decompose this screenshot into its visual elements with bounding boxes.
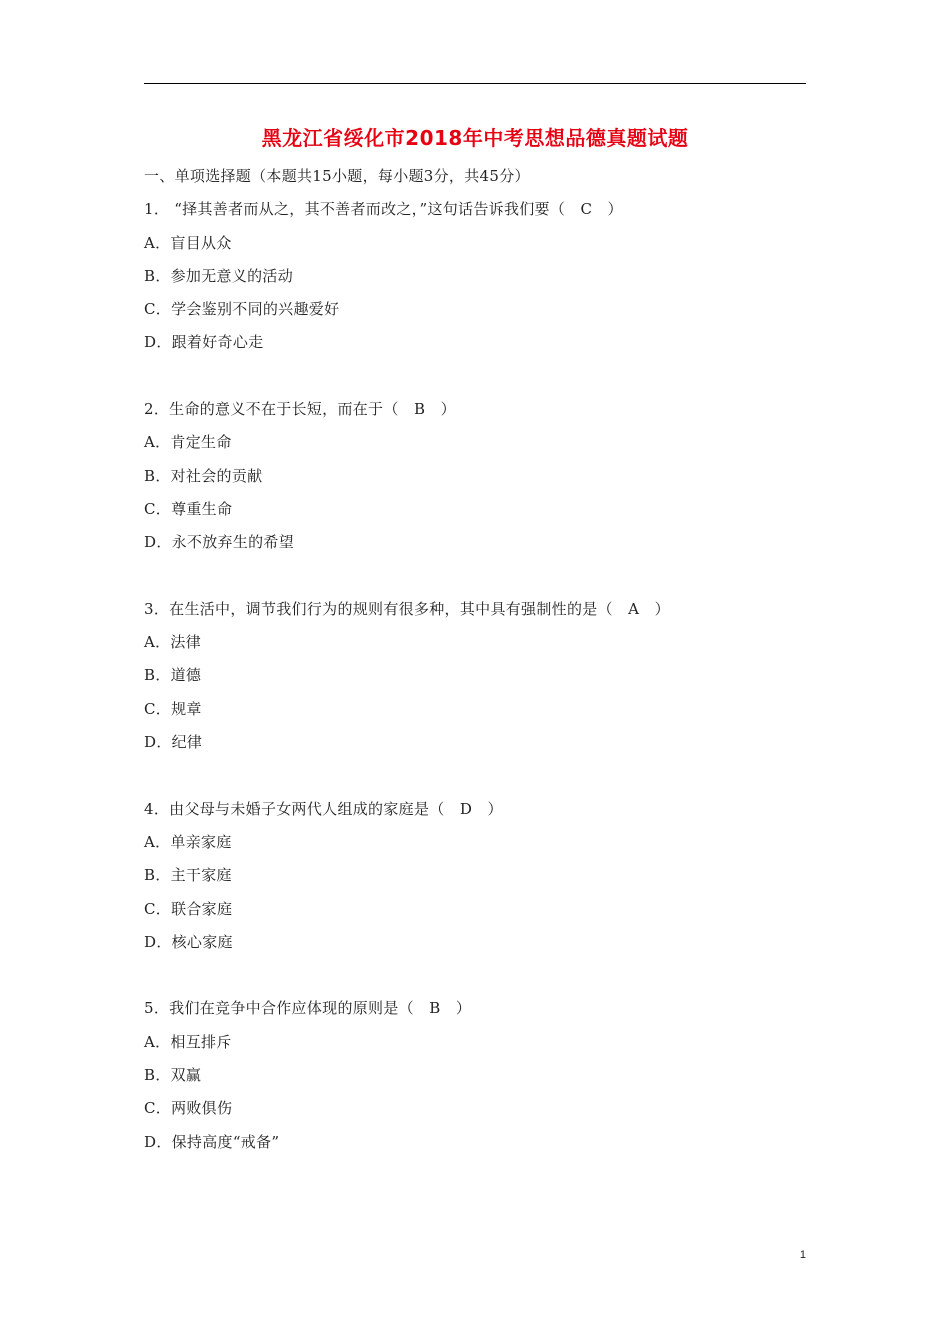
question-1 [144,193,806,359]
question-stem: 3．在生活中，调节我们行为的规则有很多种，其中具有强制性的是（ A ） [144,599,670,618]
question-stem: 5．我们在竞争中合作应体现的原则是（ B ） [144,999,472,1018]
option-b: B．双赢 [144,1066,202,1085]
option-a: A．法律 [144,633,202,652]
option-c: C．规章 [144,699,202,718]
option-a: A．肯定生命 [144,433,232,452]
question-2 [144,393,806,559]
document-body [144,160,806,1159]
option-a: A．相互排斥 [144,1032,232,1051]
page-number: 1 [799,1249,806,1261]
spacer [144,759,806,792]
question-stem: 1． “择其善者而从之，其不善者而改之，”这句话告诉我们要（ C ） [144,200,623,219]
question-5 [144,992,806,1158]
option-d: D．纪律 [144,733,203,752]
section-header: 一、单项选择题（本题共15小题，每小题3分，共45分） [144,167,530,185]
question-stem: 2．生命的意义不在于长短，而在于（ B ） [144,400,456,419]
spacer [144,360,806,393]
option-b: B．主干家庭 [144,866,232,885]
option-b: B．对社会的贡献 [144,466,263,485]
option-c: C．两败俱伤 [144,1099,233,1118]
header-rule [144,83,806,84]
option-c: C．联合家庭 [144,899,233,918]
question-stem: 4．由父母与未婚子女两代人组成的家庭是（ D ） [144,799,503,818]
question-3 [144,593,806,759]
option-d: D．核心家庭 [144,932,233,951]
spacer [144,959,806,992]
option-a: A．盲目从众 [144,233,232,252]
spacer [144,560,806,593]
question-4 [144,793,806,959]
document-title: 黑龙江省绥化市2018年中考思想品德真题试题 [261,126,689,150]
option-a: A．单亲家庭 [144,832,232,851]
option-d: D．跟着好奇心走 [144,333,264,352]
option-c: C．学会鉴别不同的兴趣爱好 [144,300,340,319]
option-b: B．道德 [144,666,202,685]
option-b: B．参加无意义的活动 [144,266,294,285]
option-c: C．尊重生命 [144,499,233,518]
option-d: D．永不放弃生的希望 [144,533,295,552]
option-d: D．保持高度“戒备” [144,1132,280,1151]
